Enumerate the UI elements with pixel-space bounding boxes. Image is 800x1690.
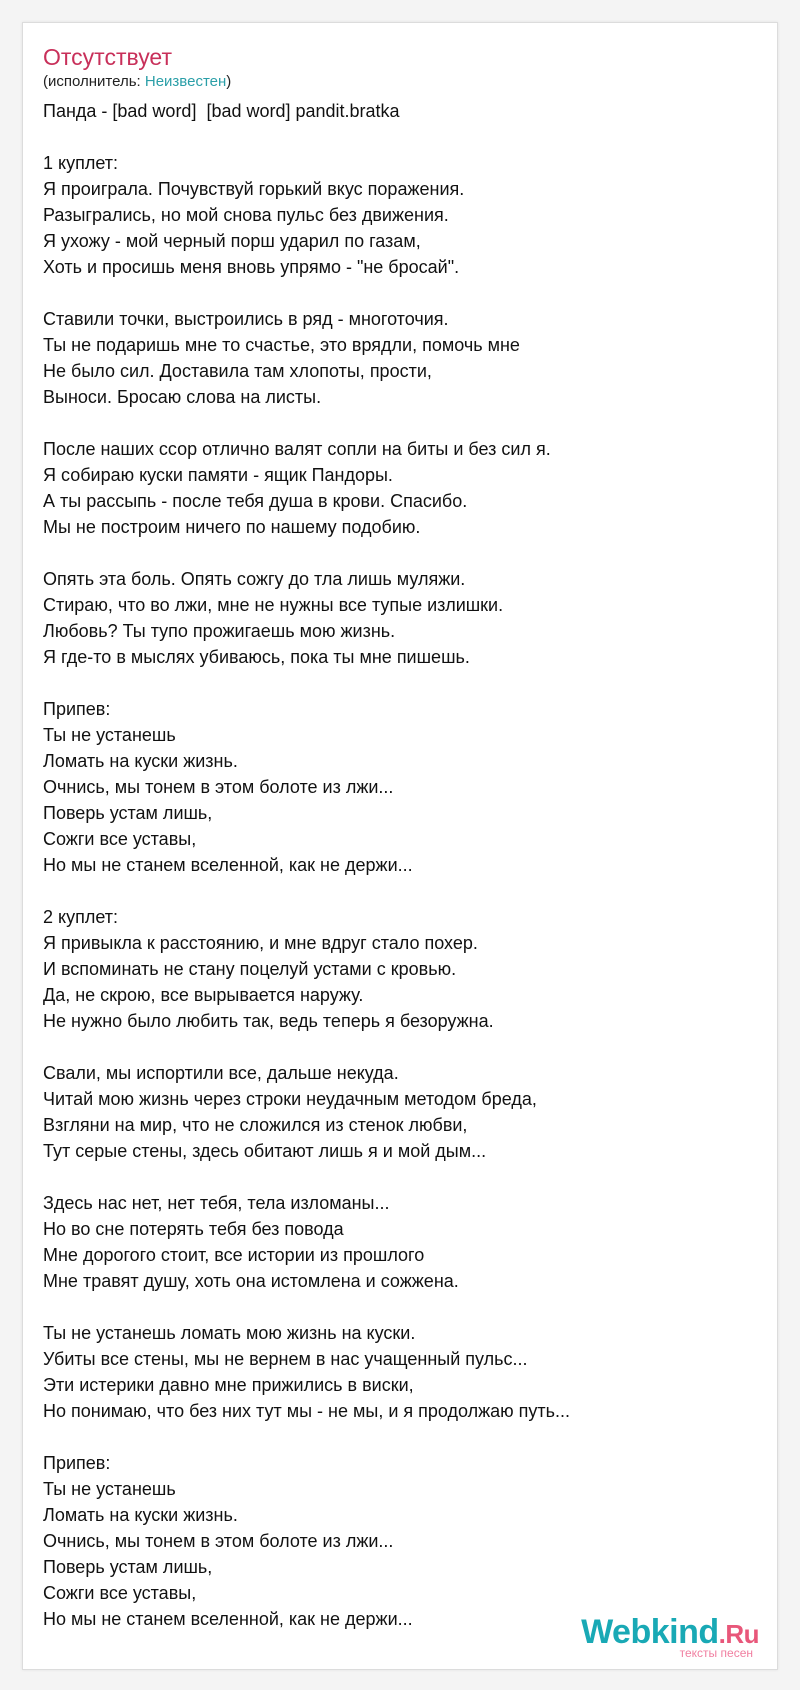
performer-line <box>43 72 757 92</box>
lyrics-card <box>22 22 778 1670</box>
lyric-blank-line <box>43 410 757 436</box>
lyric-line: Мы не построим ничего по нашему подобию. <box>43 517 421 537</box>
song-title: Отсутствует <box>43 44 172 70</box>
lyric-line: Очнись, мы тонем в этом болоте из лжи... <box>43 1531 394 1551</box>
lyric-line: После наших ссор отлично валят сопли на биты и без сил я. <box>43 439 551 459</box>
lyric-line: Припев: <box>43 1453 111 1473</box>
lyric-line: Опять эта боль. Опять сожгу до тла лишь муляжи. <box>43 569 466 589</box>
performer-suffix: ) <box>226 73 232 90</box>
lyric-line: Но мы не станем вселенной, как не держи... <box>43 855 413 875</box>
watermark-tagline: тексты песен <box>679 1646 753 1660</box>
lyric-blank-line <box>43 540 757 566</box>
lyric-line: Ты не подаришь мне то счастье, это врядли, помочь мне <box>43 335 520 355</box>
lyric-line: Да, не скрою, все вырывается наружу. <box>43 985 364 1005</box>
lyric-line: Припев: <box>43 699 111 719</box>
lyric-line: Тут серые стены, здесь обитают лишь я и мой дым... <box>43 1141 487 1161</box>
lyric-line: Взгляни на мир, что не сложился из стенок любви, <box>43 1115 468 1135</box>
lyric-line: Мне травят душу, хоть она истомлена и сожжена. <box>43 1271 459 1291</box>
lyric-line: 2 куплет: <box>43 907 118 927</box>
lyric-blank-line <box>43 1034 757 1060</box>
lyric-blank-line <box>43 124 757 150</box>
lyric-line: Я проиграла. Почувствуй горький вкус поражения. <box>43 179 465 199</box>
lyric-line: Сожги все уставы, <box>43 829 197 849</box>
lyric-blank-line <box>43 1424 757 1450</box>
lyric-line: Не было сил. Доставила там хлопоты, прости, <box>43 361 432 381</box>
lyric-blank-line <box>43 280 757 306</box>
performer-prefix: (исполнитель: <box>43 73 145 90</box>
lyric-line: Стираю, что во лжи, мне не нужны все тупые излишки. <box>43 595 504 615</box>
lyric-line: Здесь нас нет, нет тебя, тела изломаны... <box>43 1193 390 1213</box>
lyric-line: Но во сне потерять тебя без повода <box>43 1219 344 1239</box>
lyric-line: Не нужно было любить так, ведь теперь я безоружна. <box>43 1011 494 1031</box>
lyric-blank-line <box>43 1164 757 1190</box>
lyric-blank-line <box>43 878 757 904</box>
lyrics-body <box>43 98 757 1632</box>
lyric-line: Ставили точки, выстроились в ряд - многоточия. <box>43 309 449 329</box>
lyric-line: Читай мою жизнь через строки неудачным методом бреда, <box>43 1089 537 1109</box>
lyric-line: Свали, мы испортили все, дальше некуда. <box>43 1063 399 1083</box>
lyric-blank-line <box>43 1294 757 1320</box>
lyric-line: Очнись, мы тонем в этом болоте из лжи... <box>43 777 394 797</box>
lyric-line: Хоть и просишь меня вновь упрямо - "не бросай". <box>43 257 460 277</box>
lyric-line: А ты рассыпь - после тебя душа в крови. Спасибо. <box>43 491 468 511</box>
performer-link[interactable]: Неизвестен <box>144 73 227 90</box>
lyric-line: Я где-то в мыслях убиваюсь, пока ты мне пишешь. <box>43 647 470 667</box>
lyric-line: Панда - [bad word] [bad word] pandit.bratka <box>43 101 400 121</box>
lyric-blank-line <box>43 670 757 696</box>
lyric-line: Ты не устанешь <box>43 1479 176 1499</box>
lyric-line: Но мы не станем вселенной, как не держи... <box>43 1609 413 1629</box>
lyric-line: Поверь устам лишь, <box>43 1557 213 1577</box>
watermark-tld: .Ru <box>718 1619 759 1649</box>
lyric-line: Выноси. Бросаю слова на листы. <box>43 387 322 407</box>
lyric-line: Разыгрались, но мой снова пульс без движения. <box>43 205 449 225</box>
lyric-line: Убиты все стены, мы не вернем в нас учащенный пульс... <box>43 1349 528 1369</box>
lyric-line: Мне дорогого стоит, все истории из прошлого <box>43 1245 425 1265</box>
lyric-line: Ломать на куски жизнь. <box>43 1505 238 1525</box>
site-watermark <box>581 1614 759 1659</box>
lyric-line: Ты не устанешь ломать мою жизнь на куски. <box>43 1323 416 1343</box>
lyric-line: 1 куплет: <box>43 153 118 173</box>
lyric-line: Любовь? Ты тупо прожигаешь мою жизнь. <box>43 621 396 641</box>
lyric-line: Я привыкла к расстоянию, и мне вдруг стало похер. <box>43 933 478 953</box>
lyric-line: Я собираю куски памяти - ящик Пандоры. <box>43 465 393 485</box>
watermark-brand: Webkind <box>581 1613 719 1651</box>
lyric-line: И вспоминать не стану поцелуй устами с кровью. <box>43 959 457 979</box>
lyric-line: Эти истерики давно мне прижились в виски, <box>43 1375 414 1395</box>
lyric-line: Ты не устанешь <box>43 725 176 745</box>
lyric-line: Но понимаю, что без них тут мы - не мы, и я продолжаю путь... <box>43 1401 571 1421</box>
lyric-line: Поверь устам лишь, <box>43 803 213 823</box>
lyric-line: Я ухожу - мой черный порш ударил по газам, <box>43 231 421 251</box>
lyric-line: Ломать на куски жизнь. <box>43 751 238 771</box>
lyric-line: Сожги все уставы, <box>43 1583 197 1603</box>
